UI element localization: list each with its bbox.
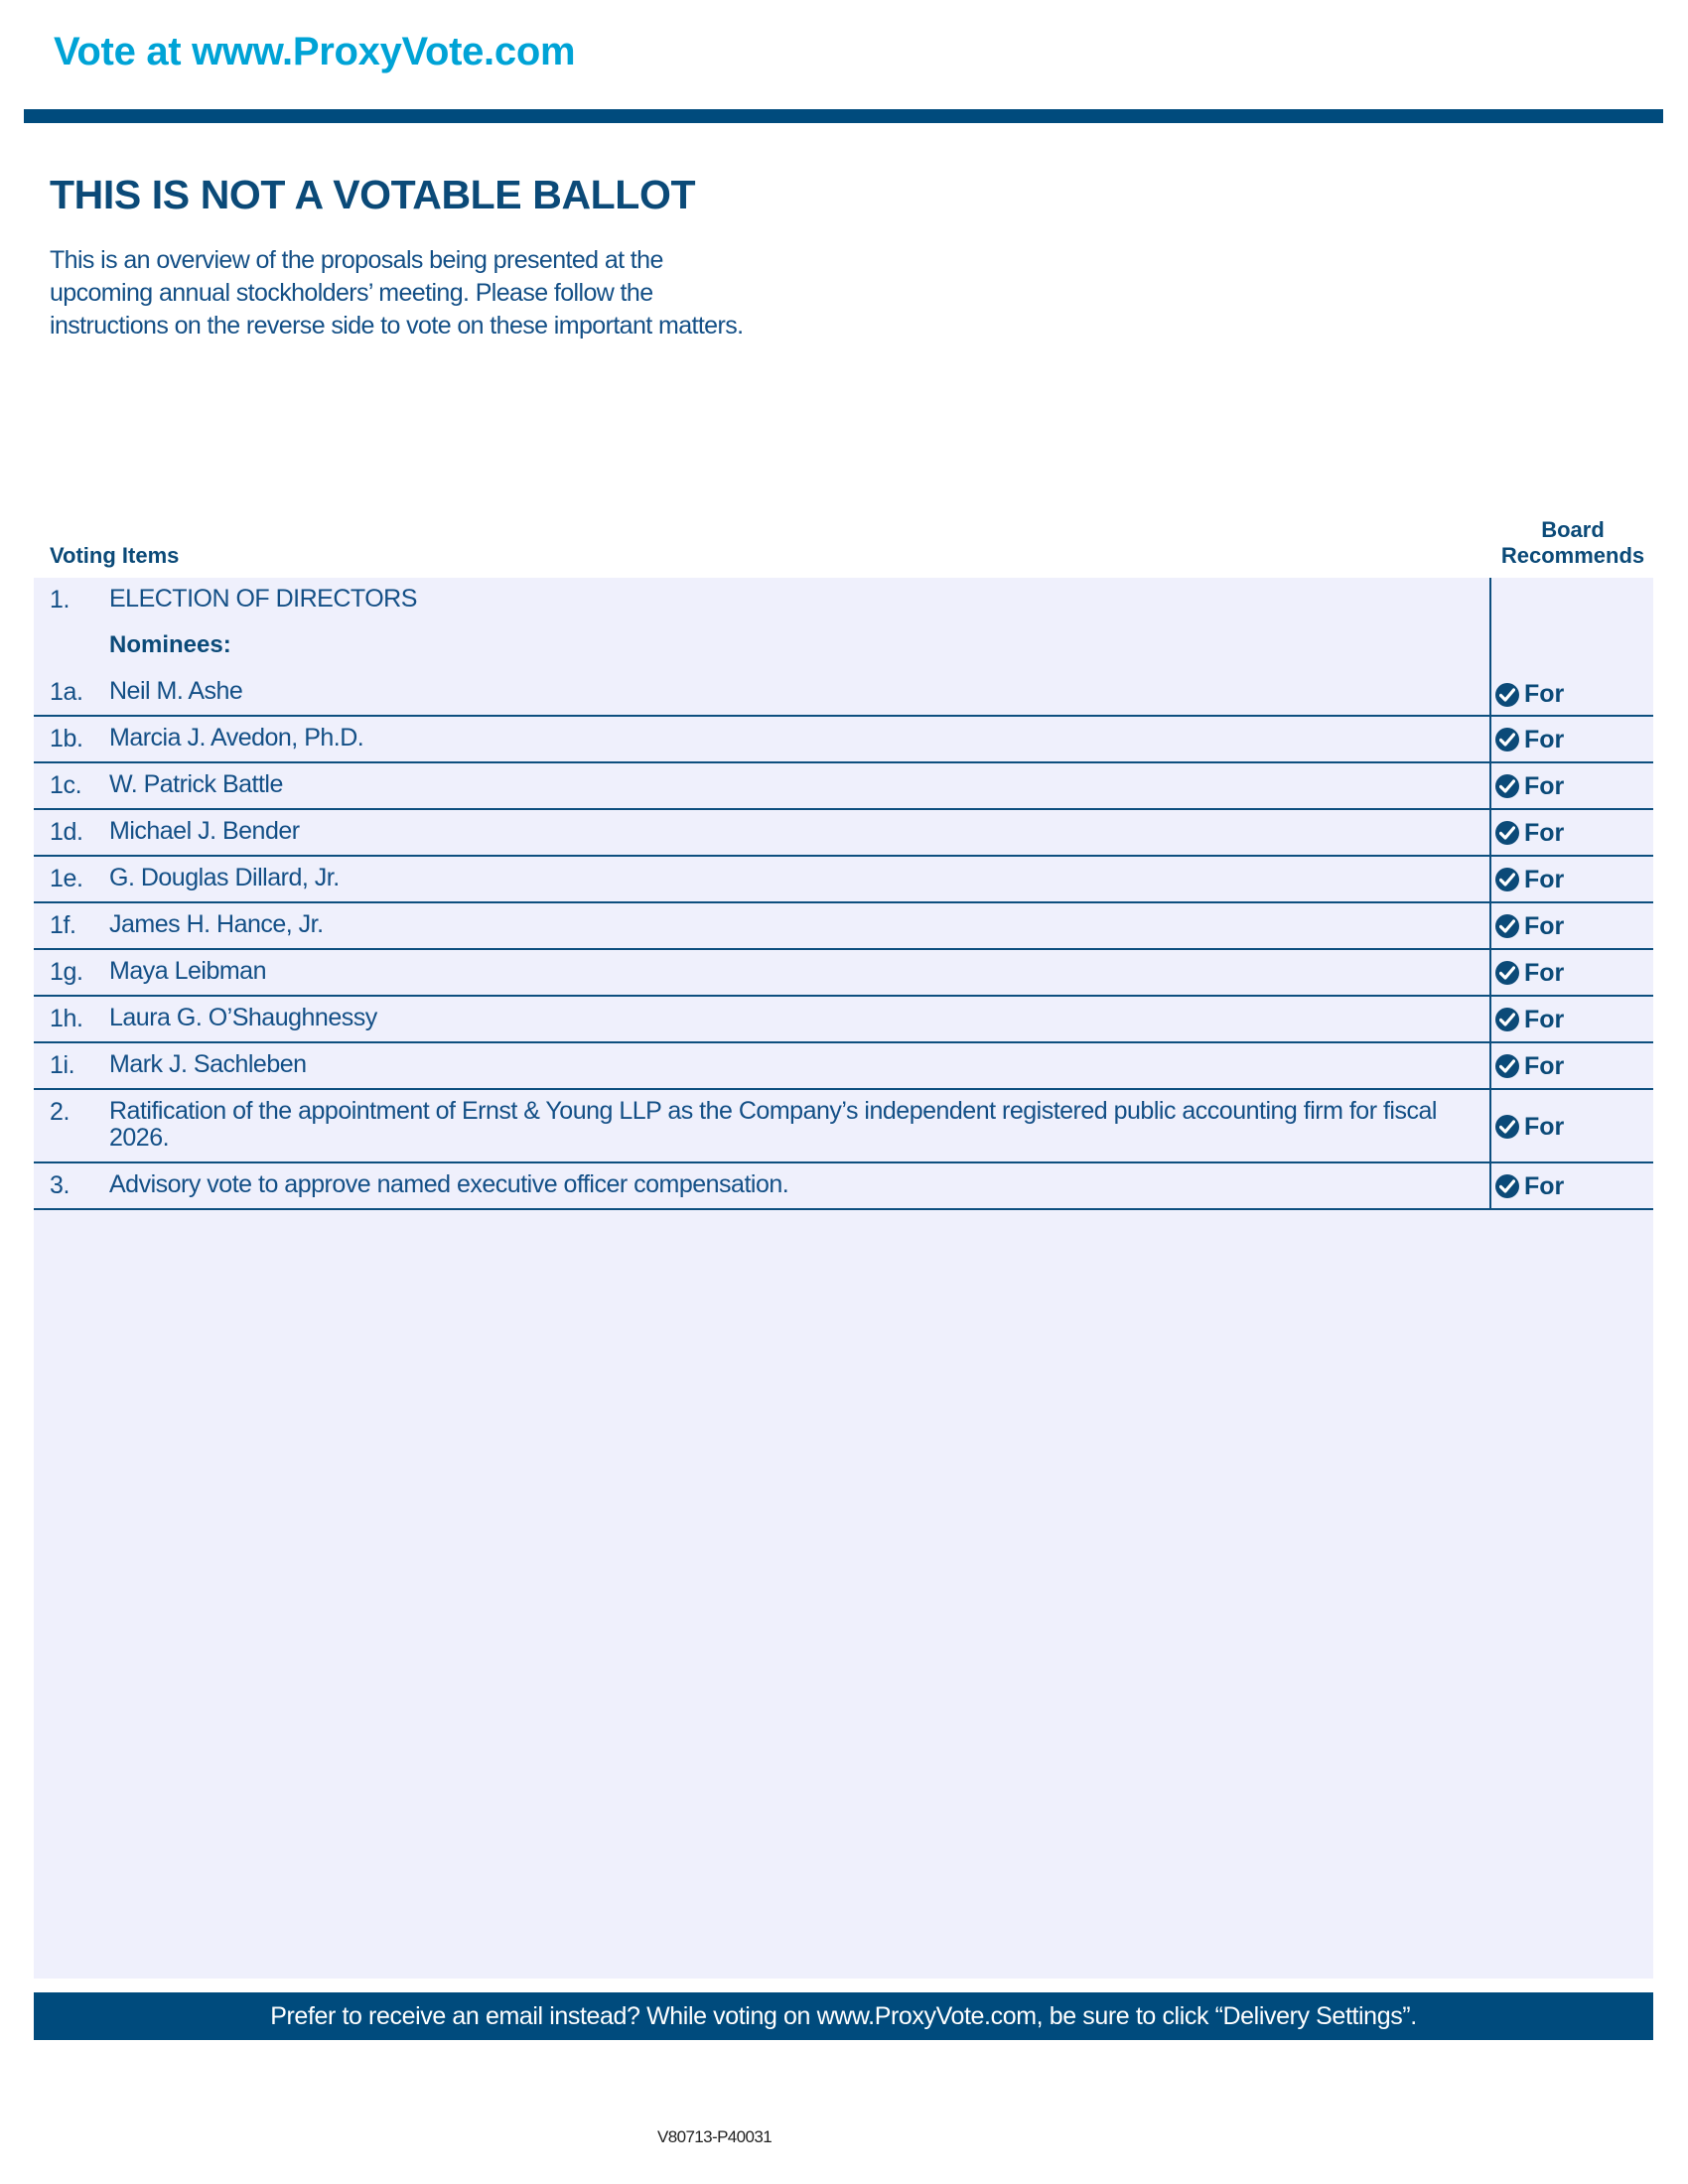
nominee-name: Marcia J. Avedon, Ph.D. <box>109 724 364 751</box>
nominees-label: Nominees: <box>109 631 231 658</box>
check-circle-icon <box>1495 1174 1519 1198</box>
board-recommendation <box>1489 1043 1653 1088</box>
table-row-nominee <box>34 903 1653 950</box>
check-circle-icon <box>1495 821 1519 845</box>
board-recommendation <box>1489 1090 1653 1161</box>
item-number: 1. <box>50 586 70 614</box>
check-circle-icon <box>1495 683 1519 707</box>
recommendation-value: For <box>1524 866 1565 893</box>
table-row-proposal-2 <box>34 1090 1653 1163</box>
recommendation-value: For <box>1524 1172 1565 1200</box>
table-row-nominee <box>34 717 1653 763</box>
board-recommendation <box>1489 950 1653 995</box>
voting-items-table <box>34 578 1653 1210</box>
site-title: Vote at www.ProxyVote.com <box>54 30 576 73</box>
item-number: 1c. <box>50 771 82 799</box>
board-recommendation <box>1489 810 1653 855</box>
item-number: 1b. <box>50 725 83 752</box>
table-row-nominee <box>34 997 1653 1043</box>
table-row-proposal-1 <box>34 578 1653 717</box>
nominee-name: Michael J. Bender <box>109 817 300 845</box>
table-row-nominee <box>34 857 1653 903</box>
item-text: ELECTION OF DIRECTORS <box>109 585 417 613</box>
header-rule <box>24 109 1663 123</box>
item-number: 3. <box>50 1171 70 1199</box>
table-row-nominee <box>34 763 1653 810</box>
nominee-name: Neil M. Ashe <box>109 677 243 705</box>
column-header-board-line1: Board <box>1541 517 1605 542</box>
board-recommendation <box>1489 1163 1653 1208</box>
check-circle-icon <box>1495 961 1519 985</box>
check-circle-icon <box>1495 774 1519 798</box>
check-circle-icon <box>1495 728 1519 751</box>
check-circle-icon <box>1495 1008 1519 1031</box>
intro-paragraph: This is an overview of the proposals being presented at the upcoming annual stockholders’ meeting. Please follow the instructions on the reverse side to vote on these important matters. <box>50 246 744 340</box>
page-heading: THIS IS NOT A VOTABLE BALLOT <box>50 172 696 217</box>
item-number: 1d. <box>50 818 83 846</box>
recommendation-value: For <box>1524 1052 1565 1080</box>
nominee-name: Maya Leibman <box>109 957 266 985</box>
board-recommendation <box>1489 903 1653 948</box>
item-number: 1a. <box>50 678 83 706</box>
board-recommendation <box>1489 997 1653 1041</box>
recommendation-value: For <box>1524 959 1565 987</box>
table-row-nominee <box>34 1043 1653 1090</box>
recommendation-value: For <box>1524 819 1565 847</box>
check-circle-icon <box>1495 1115 1519 1139</box>
board-recommendation <box>1489 857 1653 901</box>
delivery-settings-banner: Prefer to receive an email instead? While voting on www.ProxyVote.com, be sure to click “Delivery Settings”. <box>34 1992 1653 2040</box>
nominee-name: W. Patrick Battle <box>109 770 283 798</box>
document-code: V80713-P40031 <box>657 2127 773 2146</box>
table-row-nominee <box>34 810 1653 857</box>
board-recommendation <box>1489 578 1653 715</box>
nominee-name: Laura G. O’Shaughnessy <box>109 1004 377 1031</box>
check-circle-icon <box>1495 868 1519 891</box>
table-row-proposal-3 <box>34 1163 1653 1210</box>
column-header-board-recommends <box>1489 517 1656 569</box>
recommendation-value: For <box>1524 680 1565 708</box>
item-text: Advisory vote to approve named executive officer compensation. <box>109 1170 789 1198</box>
recommendation-value: For <box>1524 726 1565 753</box>
item-number: 1f. <box>50 911 76 939</box>
nominee-name: G. Douglas Dillard, Jr. <box>109 864 340 891</box>
column-header-voting-items: Voting Items <box>50 543 180 568</box>
nominee-name: James H. Hance, Jr. <box>109 910 324 938</box>
item-text: Ratification of the appointment of Ernst & Young LLP as the Company’s independent registered public accounting firm for fiscal 2026. <box>109 1097 1437 1152</box>
recommendation-value: For <box>1524 1113 1565 1141</box>
board-recommendation <box>1489 763 1653 808</box>
recommendation-value: For <box>1524 772 1565 800</box>
check-circle-icon <box>1495 1054 1519 1078</box>
item-number: 1e. <box>50 865 83 892</box>
check-circle-icon <box>1495 914 1519 938</box>
recommendation-value: For <box>1524 912 1565 940</box>
recommendation-value: For <box>1524 1006 1565 1033</box>
item-number: 1i. <box>50 1051 75 1079</box>
item-number: 2. <box>50 1098 70 1126</box>
nominee-name: Mark J. Sachleben <box>109 1050 307 1078</box>
board-recommendation <box>1489 717 1653 761</box>
table-row-nominee <box>34 950 1653 997</box>
column-header-board-line2: Recommends <box>1500 543 1645 568</box>
item-number: 1h. <box>50 1005 83 1032</box>
item-number: 1g. <box>50 958 83 986</box>
